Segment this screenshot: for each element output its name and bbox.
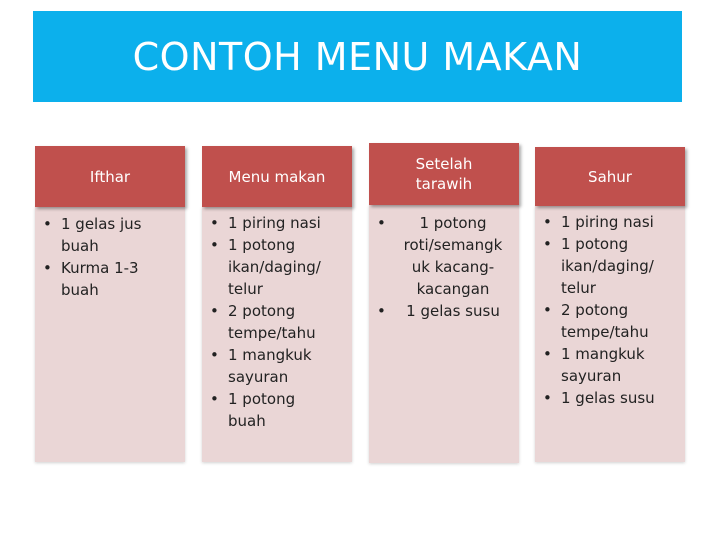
list-item: • 1 potong buah — [202, 388, 352, 432]
list-item: • 1 mangkuk sayuran — [202, 344, 352, 388]
column-header-label: Menu makan — [228, 167, 326, 186]
list-item: • 1 potong roti/semangk uk kacang- kacangan — [369, 212, 519, 300]
list-item: • 1 potong ikan/daging/ telur — [535, 233, 685, 299]
column-header — [35, 146, 185, 207]
list-item: • 2 potong tempe/tahu — [535, 299, 685, 343]
column-sahur — [535, 147, 685, 407]
list-item: • 1 gelas jus buah — [35, 213, 185, 257]
list-item: • 1 gelas susu — [535, 387, 685, 409]
list-item: • 1 mangkuk sayuran — [535, 343, 685, 387]
column-setelah-tarawih — [369, 143, 519, 320]
column-header — [369, 143, 519, 205]
item-list — [369, 205, 519, 322]
column-body — [35, 207, 185, 462]
list-item: • 2 potong tempe/tahu — [202, 300, 352, 344]
column-ifthar — [35, 146, 185, 299]
list-item: • 1 piring nasi — [535, 211, 685, 233]
column-header-label: Ifthar — [89, 167, 131, 186]
column-body — [202, 207, 352, 462]
title-banner — [33, 11, 682, 102]
column-header-label: Setelah tarawih — [415, 155, 473, 193]
list-item: • Kurma 1-3 buah — [35, 257, 185, 301]
item-list — [535, 206, 685, 409]
column-header-label: Sahur — [588, 167, 632, 186]
list-item: • 1 potong ikan/daging/ telur — [202, 234, 352, 300]
list-item: • 1 gelas susu — [369, 300, 519, 322]
column-header — [535, 147, 685, 206]
column-body — [369, 205, 519, 463]
column-body — [535, 206, 685, 462]
item-list — [202, 207, 352, 432]
item-list — [35, 207, 185, 301]
column-menu-makan — [202, 146, 352, 430]
list-item: • 1 piring nasi — [202, 212, 352, 234]
slide-title: CONTOH MENU MAKAN — [132, 34, 583, 79]
column-header — [202, 146, 352, 207]
